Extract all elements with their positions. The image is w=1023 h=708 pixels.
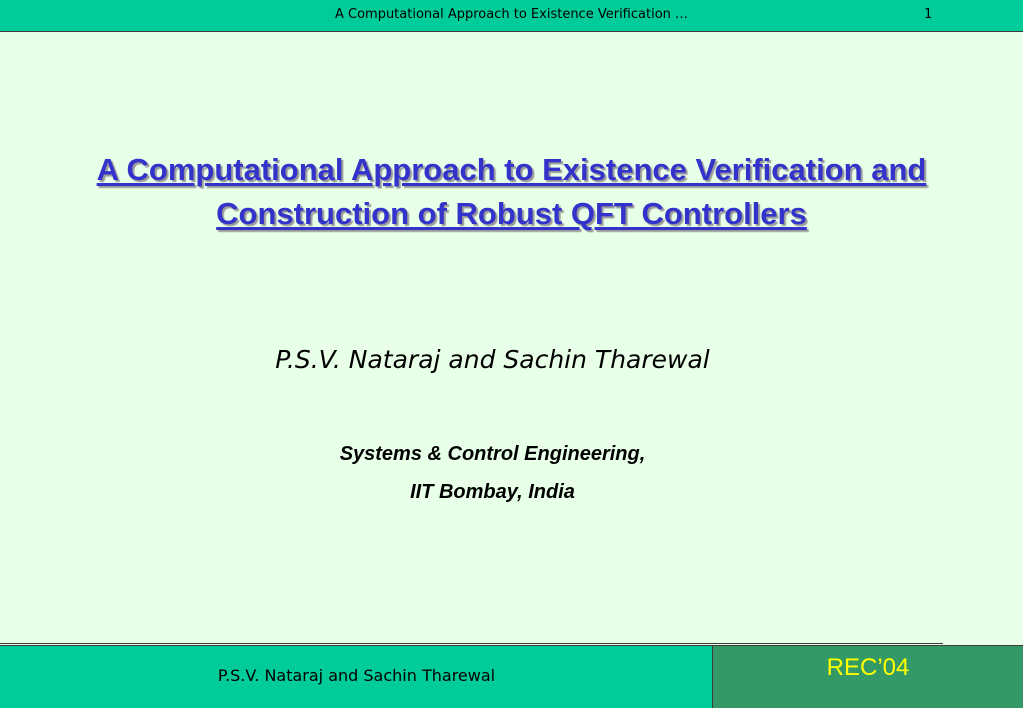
slide-title[interactable] xyxy=(0,148,1023,236)
affiliation-institution: IIT Bombay, India xyxy=(410,481,575,503)
page-number: 1 xyxy=(924,7,933,22)
running-title: A Computational Approach to Existence Verification … xyxy=(334,7,689,22)
footer-authors-bar xyxy=(0,645,713,708)
authors: P.S.V. Nataraj and Sachin Tharewal xyxy=(275,345,710,374)
affiliation-department: Systems & Control Engineering, xyxy=(339,443,646,465)
footer-divider xyxy=(0,643,943,644)
footer-authors: P.S.V. Nataraj and Sachin Tharewal xyxy=(217,666,496,685)
footer-conference-bar xyxy=(713,645,1023,708)
slide-title-line-1[interactable]: A Computational Approach to Existence Verification and xyxy=(96,152,927,187)
slide-title-line-2[interactable]: Construction of Robust QFT Controllers xyxy=(216,196,807,231)
header-bar xyxy=(0,0,1023,32)
footer-conference: REC’04 xyxy=(826,654,910,681)
